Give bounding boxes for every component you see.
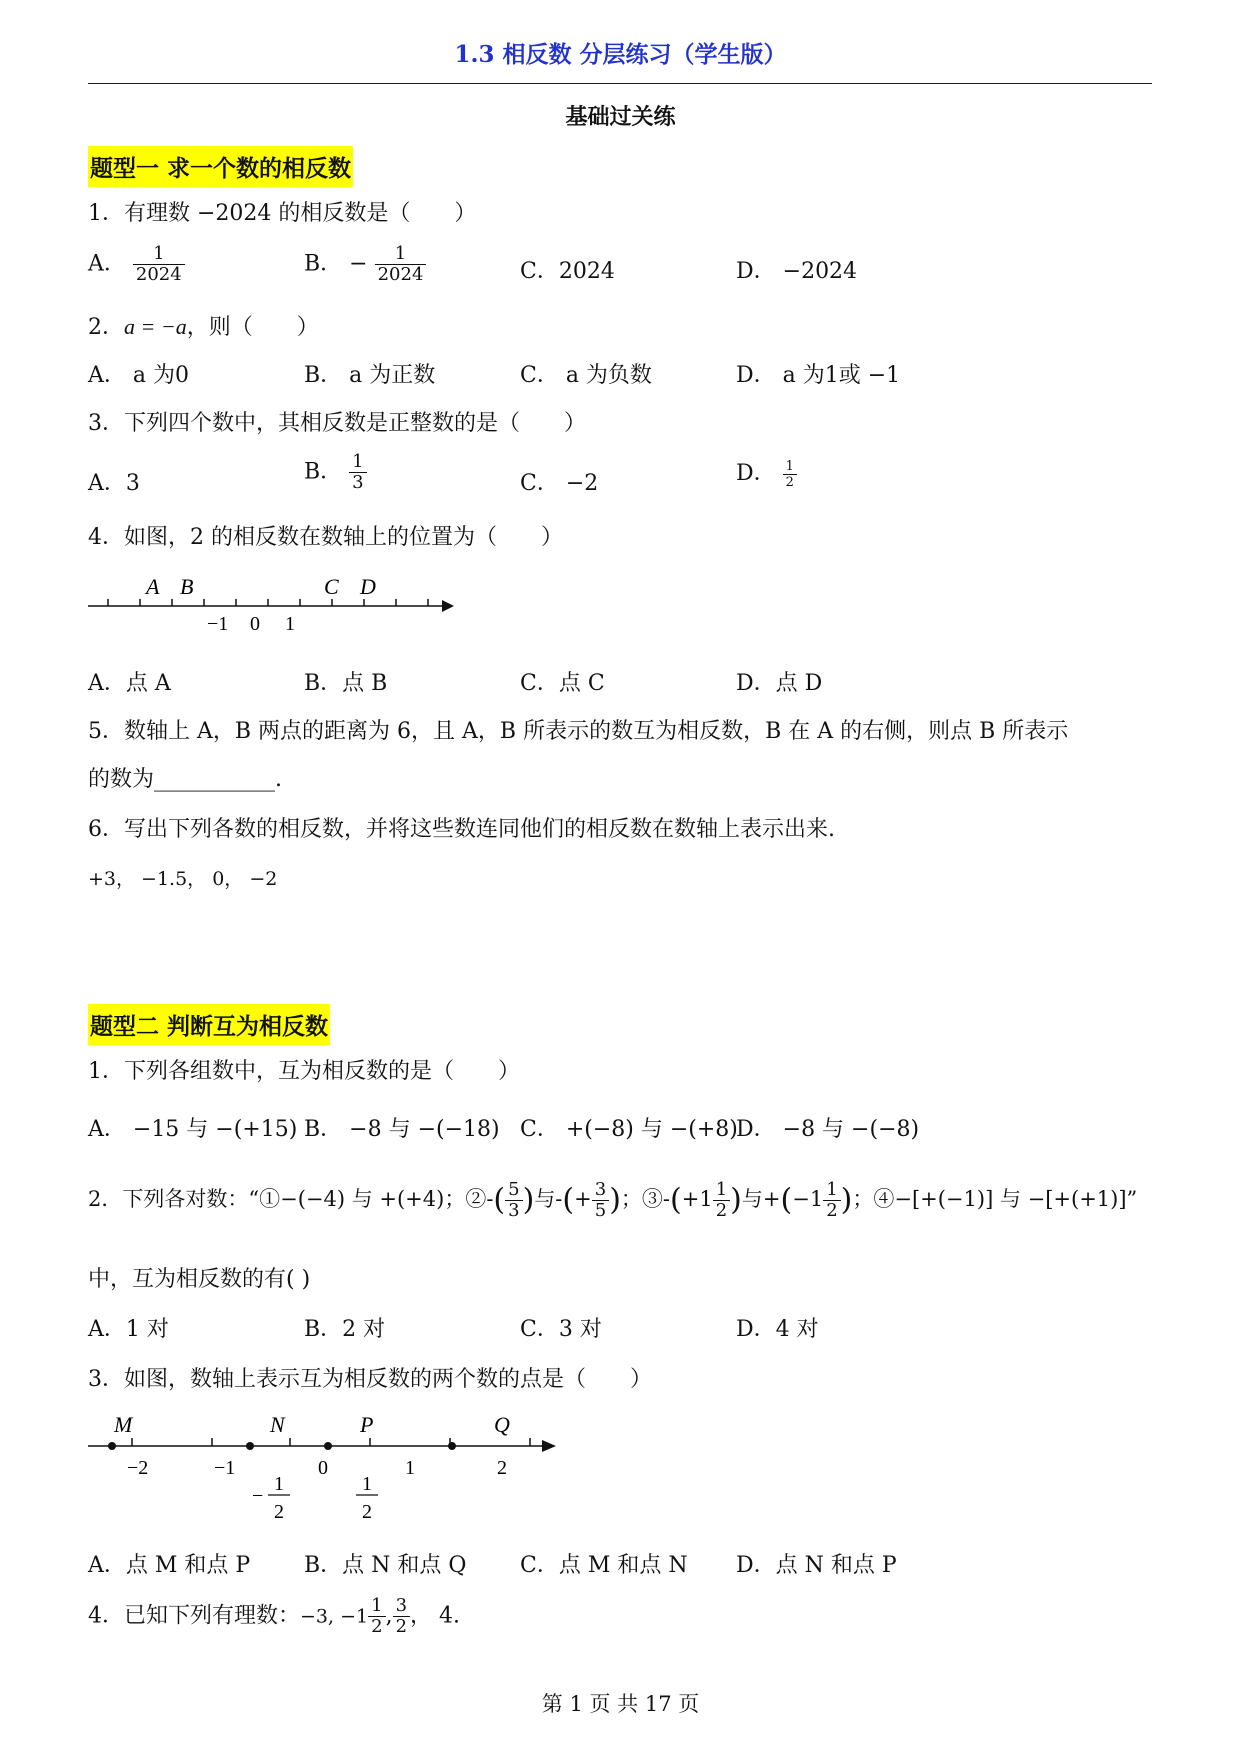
axis-label-d: D	[360, 574, 376, 599]
q2-option-d[interactable]: D． a 为1或 −1	[736, 363, 901, 388]
document-title: 1.3 相反数 分层练习（学生版）	[454, 41, 787, 68]
t2-q3-stem: 3．如图，数轴上表示互为相反数的两个数的点是（ ）	[88, 1367, 652, 1392]
fraction: $\frac{1}{2}$	[713, 1180, 730, 1221]
t2-q3-option-d[interactable]: D．点 N 和点 P	[736, 1553, 897, 1578]
fraction: $\frac{1}{2}$	[368, 1596, 385, 1637]
t2-q2-line2: 中，互为相反数的有( )	[88, 1267, 311, 1292]
tick-label-0: 0	[318, 1457, 328, 1479]
t2-q2-option-d[interactable]: D．4 对	[736, 1317, 819, 1342]
t2-q4-stem: 4．已知下列有理数：−3, −1 $\frac{1}{2}$ , $\frac{3}{2}$ ， 4.	[88, 1595, 460, 1637]
t2-q2-stem: 2．下列各对数：“①−(−4) 与 +(+4)；②-( $\frac{5}{3}$ )与-(+ $\frac{3}{5}$ )；③-(+1 $\frac{1}{2}$ )与+(−1 $\frac{1}{2}$ )；④−[+(−1)] 与 −[+(+1)]”	[88, 1179, 1138, 1221]
axis-point	[108, 1442, 116, 1450]
q1-option-a[interactable]	[88, 244, 185, 285]
page-footer: 第 1 页 共 17 页	[541, 1692, 700, 1716]
t2-q1-option-d[interactable]: D． −8 与 −(−8)	[736, 1117, 920, 1142]
axis-label-a: A	[146, 574, 160, 599]
minus-sign: −	[349, 251, 368, 277]
axis-point	[246, 1442, 254, 1450]
axis-point	[448, 1442, 456, 1450]
section-title: 基础过关练	[565, 104, 676, 130]
t2-q1-option-c[interactable]: C． +(−8) 与 −(+8)	[520, 1117, 738, 1142]
t2-q3-option-a[interactable]: A．点 M 和点 P	[88, 1553, 251, 1578]
axis-label-c: C	[324, 574, 339, 599]
fraction: $\frac{1}{2}$	[823, 1180, 840, 1221]
q1-option-d[interactable]: D． −2024	[736, 259, 858, 284]
q4-option-a[interactable]: A．点 A	[88, 671, 171, 696]
t2-q2-option-a[interactable]: A．1 对	[88, 1317, 169, 1342]
equation: a = −a	[124, 314, 187, 339]
t2-q2-option-b[interactable]: B．2 对	[304, 1317, 386, 1342]
q5-line1: 5．数轴上 A，B 两点的距离为 6，且 A，B 所表示的数互为相反数，B 在 A 的右侧，则点 B 所表示	[88, 719, 1069, 744]
option-label: B．	[304, 251, 343, 277]
point-label-q: Q	[494, 1412, 510, 1437]
q2-option-b[interactable]: B． a 为正数	[304, 363, 436, 388]
tick-label-neg1: −1	[214, 1457, 236, 1479]
type1-heading: 题型一 求一个数的相反数	[88, 146, 353, 187]
q3-option-c[interactable]: C． −2	[520, 471, 599, 496]
q3-stem: 3．下列四个数中，其相反数是正整数的是（ ）	[88, 411, 586, 436]
axis-point	[324, 1442, 332, 1450]
frac-num-neg: 1	[274, 1473, 284, 1495]
q2-option-c[interactable]: C． a 为负数	[520, 363, 652, 388]
option-label: A．	[88, 251, 126, 277]
fraction: $\frac{1}{2}$	[783, 459, 797, 490]
q2-stem: 2．a = −a，则（ ）	[88, 314, 319, 340]
t2-q1-option-a[interactable]: A． −15 与 −(+15)	[88, 1117, 298, 1142]
q1-stem: 1．有理数 −2024 的相反数是（ ）	[88, 201, 477, 226]
tick-label-neg2: −2	[127, 1457, 149, 1479]
q6-values: +3， −1.5， 0， −2	[88, 868, 278, 890]
header-rule	[88, 83, 1152, 84]
number-line-figure-2	[80, 1402, 560, 1532]
tick-label-neg1: −1	[207, 613, 229, 635]
type2-heading: 题型二 判断互为相反数	[88, 1004, 330, 1045]
tick-label-1: 1	[285, 613, 295, 635]
point-label-n: N	[270, 1412, 285, 1437]
q1-option-b[interactable]	[304, 244, 426, 285]
fraction: $\frac{1}{3}$	[349, 452, 366, 493]
q4-option-c[interactable]: C．点 C	[520, 671, 605, 696]
frac-num-pos: 1	[362, 1473, 372, 1495]
q5-line2: 的数为___________.	[88, 767, 282, 792]
t2-q1-stem: 1．下列各组数中，互为相反数的是（ ）	[88, 1059, 520, 1084]
number-line-figure-1	[80, 570, 460, 640]
frac-label-minus: −	[252, 1485, 264, 1507]
q1-option-c[interactable]: C．2024	[520, 259, 615, 284]
t2-q2-option-c[interactable]: C．3 对	[520, 1317, 602, 1342]
q2-option-a[interactable]: A． a 为0	[88, 363, 189, 388]
fraction: $\frac{1}{2024}$	[133, 244, 185, 285]
tick-label-2: 2	[497, 1457, 507, 1479]
q4-option-d[interactable]: D．点 D	[736, 671, 823, 696]
frac-den-neg: 2	[274, 1501, 284, 1523]
q3-option-b[interactable]: B． $\frac{1}{3}$	[304, 452, 367, 493]
q3-option-a[interactable]: A．3	[88, 471, 140, 496]
fraction: $\frac{3}{2}$	[393, 1596, 410, 1637]
q3-option-d[interactable]: D． $\frac{1}{2}$	[736, 456, 797, 490]
point-label-m: M	[114, 1412, 133, 1437]
t2-q1-option-b[interactable]: B． −8 与 −(−18)	[304, 1117, 500, 1142]
point-label-p: P	[360, 1412, 374, 1437]
tick-label-1: 1	[405, 1457, 415, 1479]
fraction: $\frac{1}{2024}$	[375, 244, 427, 285]
fraction: $\frac{3}{5}$	[592, 1180, 609, 1221]
t2-q3-option-c[interactable]: C．点 M 和点 N	[520, 1553, 688, 1578]
frac-den-pos: 2	[362, 1501, 372, 1523]
tick-label-0: 0	[250, 613, 260, 635]
t2-q3-option-b[interactable]: B．点 N 和点 Q	[304, 1553, 467, 1578]
q4-stem: 4．如图，2 的相反数在数轴上的位置为（ ）	[88, 525, 563, 550]
q6-stem: 6．写出下列各数的相反数，并将这些数连同他们的相反数在数轴上表示出来.	[88, 817, 835, 842]
fraction: $\frac{5}{3}$	[505, 1180, 522, 1221]
q4-option-b[interactable]: B．点 B	[304, 671, 388, 696]
axis-label-b: B	[180, 574, 194, 599]
